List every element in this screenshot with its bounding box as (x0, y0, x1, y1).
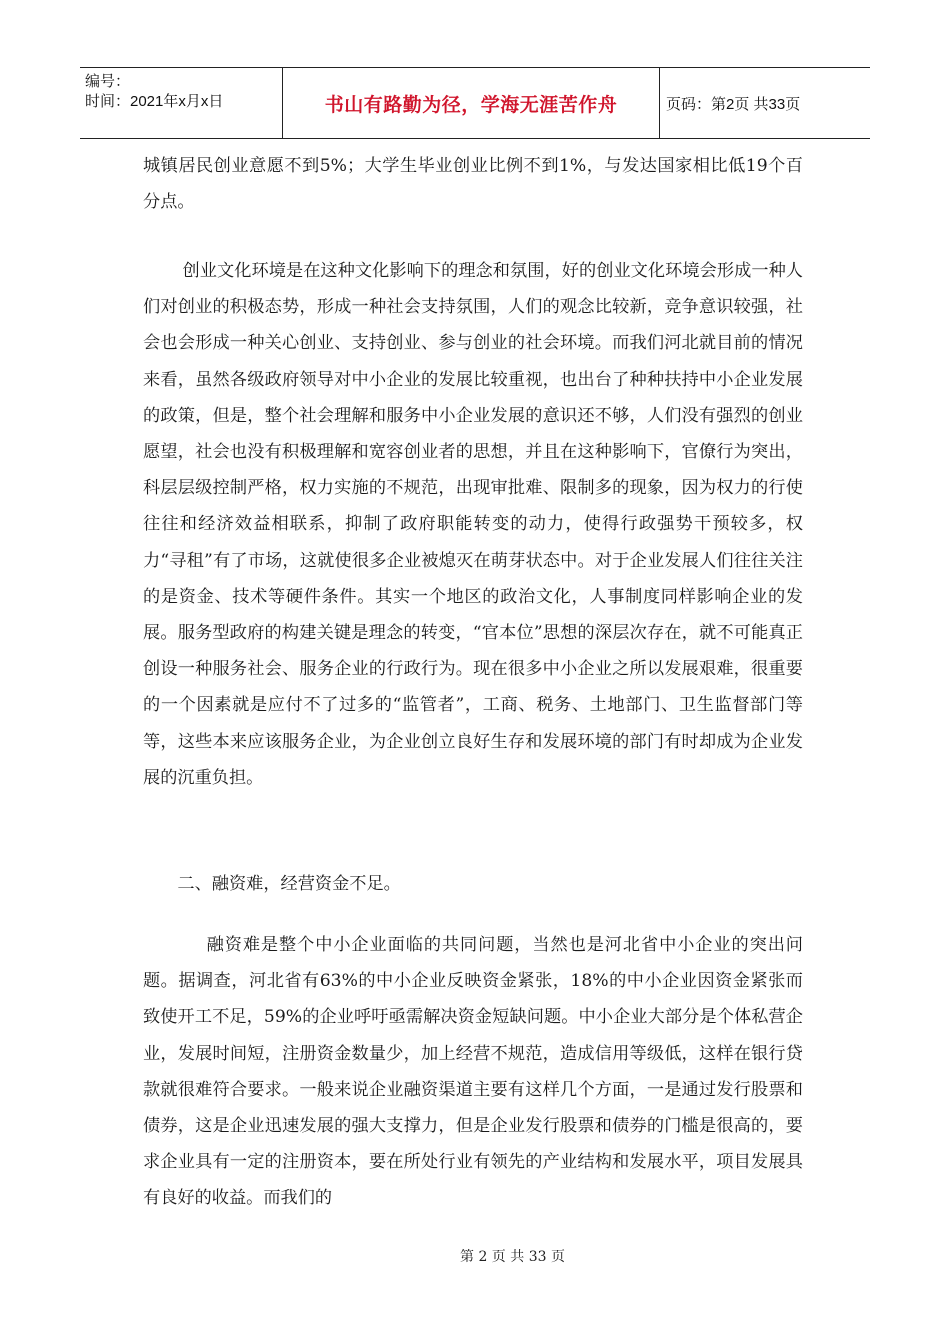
paragraph-block-2 (143, 253, 803, 796)
section-heading: 二、融资难，经营资金不足。 (177, 874, 401, 894)
paragraph: 创业文化环境是在这种文化影响下的理念和氛围，好的创业文化环境会形成一种人们对创业的积极态势，形成一种社会支持氛围，人们的观念比较新，竞争意识较强，社会也会形成一种关心创业、支持创业、参与创业的社会环境。而我们河北就目前的情况来看，虽然各级政府领导对中小企业的发展比较重视，也出台了种种扶持中小企业发展的政策，但是，整个社会理解和服务中小企业发展的意识还不够，人们没有强烈的创业愿望，社会也没有积极理解和宽容创业者的思想，并且在这种影响下，官僚行为突出，科层层级控制严格，权力实施的不规范，出现审批难、限制多的现象，因为权力的行使往往和经济效益相联系，抑制了政府职能转变的动力，使得行政强势干预较多，权力“寻租”有了市场，这就使很多企业被熄灭在萌芽状态中。对于企业发展人们往往关注的是资金、技术等硬件条件。其实一个地区的政治文化，人事制度同样影响企业的发展。服务型政府的构建关键是理念的转变，“官本位”思想的深层次存在，就不可能真正创设一种服务社会、服务企业的行政行为。现在很多中小企业之所以发展艰难，很重要的一个因素就是应付不了过多的“监管者”，工商、税务、土地部门、卫生监督部门等等，这些本来应该服务企业，为企业创立良好生存和发展环境的部门有时却成为企业发展的沉重负担。 (143, 261, 803, 788)
header-motto: 书山有路勤为径，学海无涯苦作舟 (283, 68, 660, 138)
document-number-label: 编号： (85, 73, 131, 90)
page-footer: 第 2 页 共 33 页 (460, 1249, 565, 1265)
paragraph-block-3 (143, 927, 803, 1217)
page-header (80, 67, 870, 139)
header-page-info: 页码：第2页 共33页 (666, 95, 801, 113)
section-heading-block (143, 866, 803, 902)
header-meta (80, 68, 283, 138)
paragraph: 城镇居民创业意愿不到5%；大学生毕业创业比例不到1%，与发达国家相比低19个百分点。 (143, 156, 803, 213)
document-time: 时间：2021年x月x日 (85, 93, 224, 110)
paragraph-block-1 (143, 148, 803, 220)
paragraph: 融资难是整个中小企业面临的共同问题，当然也是河北省中小企业的突出问题。据调查，河北省有63%的中小企业反映资金紧张，18%的中小企业因资金紧张而致使开工不足，59%的企业呼吁亟需解决资金短缺问题。中小企业大部分是个体私营企业，发展时间短，注册资金数量少，加上经营不规范，造成信用等级低，这样在银行贷款就很难符合要求。一般来说企业融资渠道主要有这样几个方面，一是通过发行股票和债券，这是企业迅速发展的强大支撑力，但是企业发行股票和债券的门槛是很高的，要求企业具有一定的注册资本，要在所处行业有领先的产业结构和发展水平，项目发展具有良好的收益。而我们的 (143, 935, 803, 1209)
